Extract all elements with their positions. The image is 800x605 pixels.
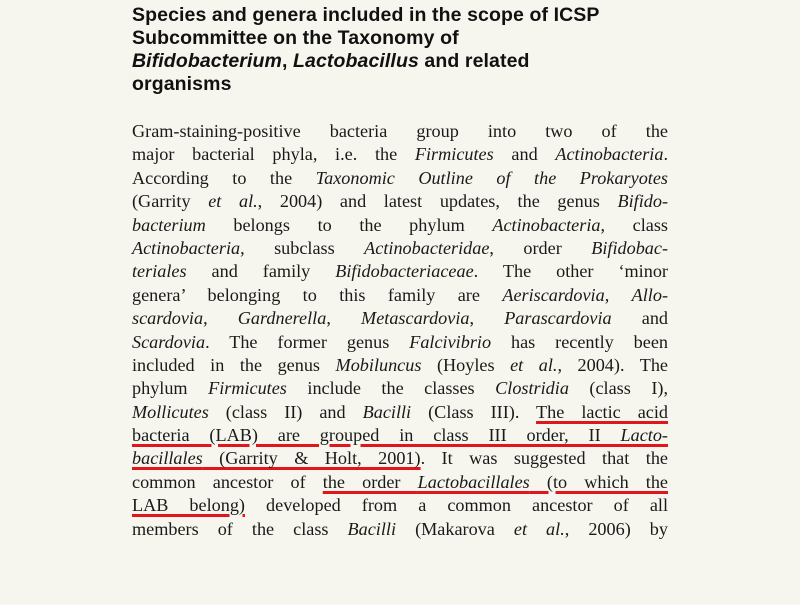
text-line xyxy=(132,237,668,260)
taxon-name: Parascardovia xyxy=(504,308,612,329)
text-run: and family xyxy=(186,261,336,282)
text-run: , xyxy=(326,308,362,329)
text-run: , order xyxy=(489,237,592,258)
taxon-name: Allo- xyxy=(631,284,669,305)
taxon-name: Scardovia xyxy=(132,331,206,352)
text-run: and xyxy=(493,144,556,165)
underlined-highlight: LAB belong) xyxy=(132,495,245,516)
text-run: belongs to the phylum xyxy=(205,214,493,235)
publication-title: Taxonomic Outline of the Prokaryotes xyxy=(315,167,668,188)
taxon-name: Actinobacteria xyxy=(492,214,601,235)
text-run: phylum xyxy=(132,378,209,399)
taxon-name: Lactobacillales xyxy=(417,471,530,492)
heading-text: and related xyxy=(418,50,530,72)
text-run: (Class III). xyxy=(411,401,537,422)
text-run: (Garrity xyxy=(132,191,209,212)
text-line xyxy=(132,354,668,377)
section-heading xyxy=(132,4,692,96)
text-run: According to the xyxy=(132,167,316,188)
text-run: , 2006) by xyxy=(564,518,668,539)
text-run: . The former genus xyxy=(205,331,410,352)
text-run: (to which the xyxy=(529,471,669,492)
underlined-highlight xyxy=(323,472,668,492)
text-line xyxy=(132,331,668,354)
underlined-highlight: The lactic acid xyxy=(536,401,668,422)
text-run: , subclass xyxy=(240,237,365,258)
text-line xyxy=(132,214,668,237)
text-run: (class I), xyxy=(568,378,668,399)
taxon-name: Bacilli xyxy=(362,401,412,422)
text-line xyxy=(132,120,668,143)
text-line xyxy=(132,143,668,166)
taxon-name: Metascardovia xyxy=(361,308,470,329)
text-run: has recently been xyxy=(491,331,668,352)
heading-line: Species and genera included in the scope of ICSP xyxy=(132,4,600,26)
genus-name: Lactobacillus xyxy=(292,50,419,72)
text-run: and xyxy=(611,308,669,329)
heading-text: , xyxy=(281,50,293,72)
taxon-name: Bifidobac- xyxy=(591,237,669,258)
text-run: et al. xyxy=(208,191,258,212)
taxon-name: Actinobacteridae xyxy=(364,237,490,258)
taxon-name: Aeriscardovia xyxy=(502,284,605,305)
heading-line xyxy=(132,50,692,73)
text-run: (Hoyles xyxy=(421,354,511,375)
text-run: members of the class xyxy=(132,518,348,539)
text-line xyxy=(132,167,668,190)
text-line xyxy=(132,260,668,283)
text-line xyxy=(132,424,668,447)
heading-line: organisms xyxy=(132,73,232,95)
taxon-name: Mobiluncus xyxy=(335,354,422,375)
text-run: , xyxy=(469,308,505,329)
taxon-name: Falcivibrio xyxy=(409,331,492,352)
text-line xyxy=(132,190,668,213)
taxon-name: Gardnerella xyxy=(237,308,327,329)
text-run: bacteria (LAB) are grouped in class III order, II xyxy=(132,425,621,446)
text-line xyxy=(132,377,668,400)
text-run: . The other ‘minor xyxy=(473,261,668,282)
text-run: genera’ belonging to this family are xyxy=(132,284,503,305)
text-line xyxy=(132,401,668,424)
text-line xyxy=(132,284,668,307)
text-line xyxy=(132,447,668,470)
taxon-name: bacillales xyxy=(132,448,203,469)
taxon-name: Clostridia xyxy=(495,378,569,399)
taxon-name: Bifidobacteriaceae xyxy=(335,261,474,282)
taxon-name: Firmicutes xyxy=(208,378,287,399)
taxon-name: Actinobacteria xyxy=(555,144,664,165)
text-run: (class II) and xyxy=(208,401,363,422)
text-run: included in the genus xyxy=(132,354,336,375)
text-run: , xyxy=(203,308,238,329)
text-run: (Makarova xyxy=(396,518,514,539)
text-run: Gram-staining-positive bacteria group into two of the xyxy=(132,121,668,141)
heading-line: Subcommittee on the Taxonomy of xyxy=(132,27,459,49)
taxon-name: Lacto- xyxy=(620,425,668,446)
genus-name: Bifidobacterium xyxy=(132,50,282,72)
taxon-name: scardovia xyxy=(132,308,204,329)
text-run: include the classes xyxy=(286,378,496,399)
text-run: , class xyxy=(600,214,668,235)
text-run: (Garrity & Holt, 2001) xyxy=(202,448,421,469)
text-run: et al. xyxy=(510,354,558,375)
text-line xyxy=(132,307,668,330)
text-run: , 2004). The xyxy=(557,354,668,375)
underlined-highlight xyxy=(132,448,421,468)
text-run: developed from a common ancestor of all xyxy=(244,495,669,516)
taxon-name: Bifido- xyxy=(617,191,668,212)
text-run: major bacterial phyla, i.e. the xyxy=(132,144,415,165)
text-line xyxy=(132,471,668,494)
underlined-highlight xyxy=(132,425,668,445)
text-run: the order xyxy=(322,471,418,492)
taxon-name: Bacilli xyxy=(347,518,397,539)
text-run: . It was suggested that the xyxy=(420,448,668,469)
taxon-name: Actinobacteria xyxy=(132,237,241,258)
text-line xyxy=(132,494,668,517)
taxon-name: Firmicutes xyxy=(414,144,494,165)
text-run: , xyxy=(604,284,632,305)
text-run: et al. xyxy=(513,518,565,539)
body-paragraph xyxy=(132,120,668,541)
taxon-name: bacterium xyxy=(132,214,206,235)
text-run: , 2004) and latest updates, the genus xyxy=(257,191,618,212)
text-run: common ancestor of xyxy=(132,471,323,492)
taxon-name: teriales xyxy=(132,261,187,282)
text-run: . xyxy=(663,144,668,165)
page-bottom-edge xyxy=(0,596,800,605)
text-line xyxy=(132,518,668,541)
taxon-name: Mollicutes xyxy=(132,401,209,422)
